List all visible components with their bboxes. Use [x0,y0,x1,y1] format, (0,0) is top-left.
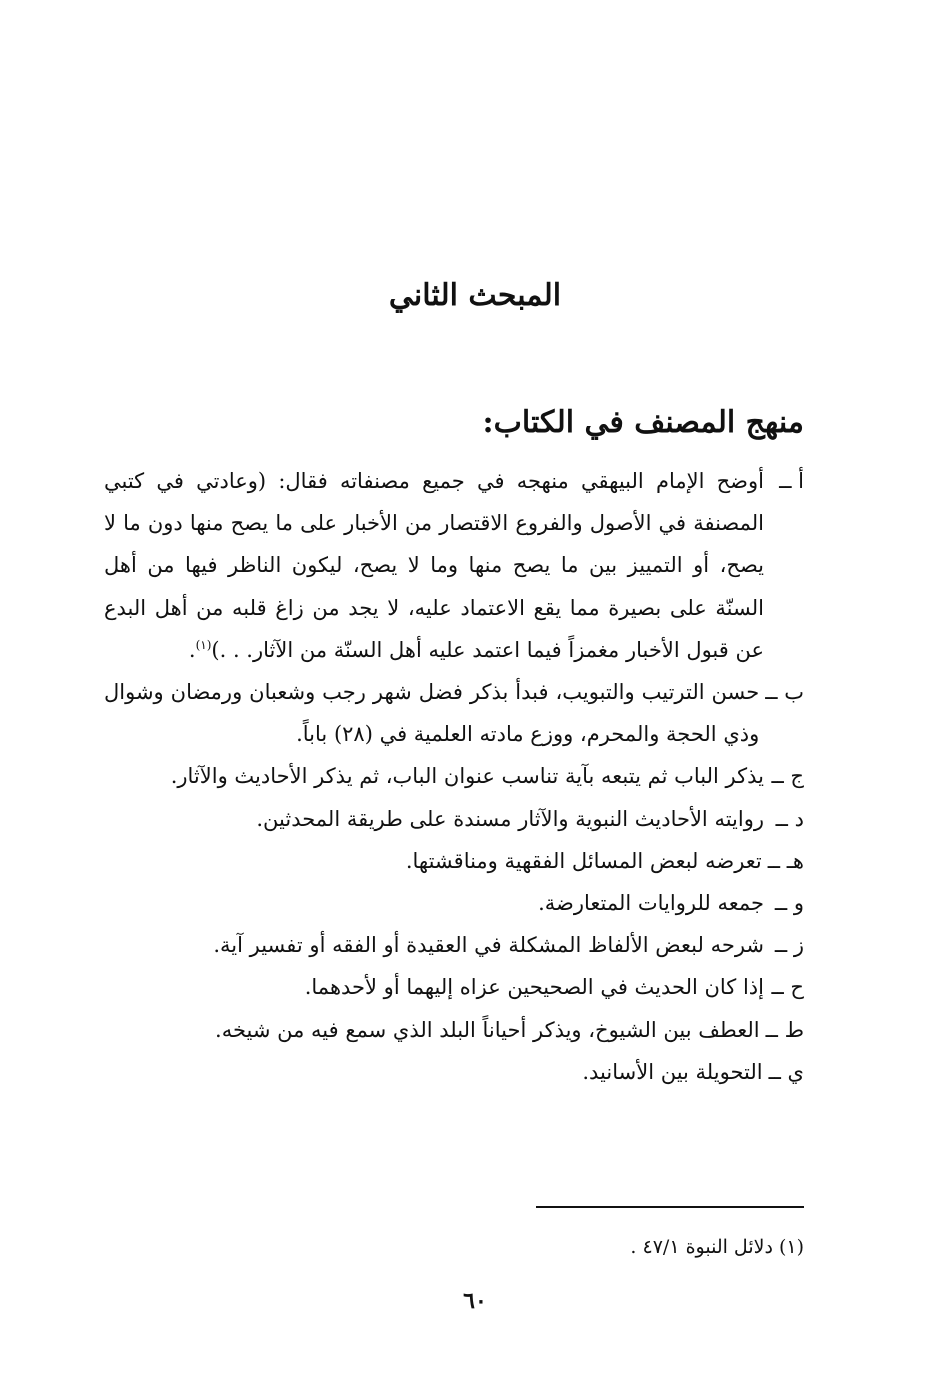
list-item [104,755,804,797]
methodology-list [104,460,804,1093]
item-text: جمعه للروايات المتعارضة. [538,891,764,916]
list-item [104,671,804,755]
item-marker: ز ــ [774,933,804,958]
item-text: يذكر الباب ثم يتبعه بآية تناسب عنوان الباب، ثم يذكر الأحاديث والآثار. [170,764,764,789]
item-text: حسن الترتيب والتبويب، فبدأ بذكر فضل شهر رجب وشعبان ورمضان وشوال وذي الحجة والمحرم، ووزع مادته العلمية في (٢٨) باباً. [104,680,760,747]
chapter-title: المبحث الثاني [388,278,562,313]
item-marker: و ــ [774,891,804,916]
page-number: ٦٠ [463,1288,487,1314]
quote-end: . [188,637,196,662]
footnote: (١) دلائل النبوة ٤٧/١ . [630,1236,804,1258]
item-marker: ط ــ [765,1017,804,1042]
quote-text: أوضح الإمام البيهقي منهجه في جميع مصنفاته فقال: (وعادتي في كتبي المصنفة في الأصول والفروع الاقتصار من الأخبار على ما يصح منها دون ما لا يصح، أو التمييز بين ما يصح منها وما لا يصح، ليكون الناظر فيها من أهل السنّة على بصيرة مما يقع الاعتماد عليه، لا يجد من زاغ قلبه من أهل البدع عن قبول الأخبار مغمزاً فيما اعتمد عليه أهل السنّة من الآثار. . .) [104,469,764,662]
item-text: روايته الأحاديث النبوية والآثار مسندة على طريقة المحدثين. [256,806,764,831]
item-text [104,460,764,671]
section-heading: منهج المصنف في الكتاب: [482,405,804,440]
item-marker: ب ــ [765,680,804,705]
list-item [104,1051,804,1093]
list-item [104,924,804,966]
list-item [104,840,804,882]
item-marker: ح ــ [771,975,804,1000]
item-text: شرحه لبعض الألفاظ المشكلة في العقيدة أو الفقه أو تفسير آية. [213,933,764,958]
item-marker: هـ ــ [767,848,804,873]
item-marker: ج ــ [771,764,804,789]
footnote-reference: (١) [195,637,212,652]
item-text: إذا كان الحديث في الصحيحين عزاه إليهما أو لأحدهما. [304,975,764,1000]
list-item [104,1009,804,1051]
list-item [104,460,804,671]
footnote-divider [536,1206,804,1208]
item-text: العطف بين الشيوخ، ويذكر أحياناً البلد الذي سمع فيه من شيخه. [215,1017,760,1042]
list-item [104,966,804,1008]
list-item [104,798,804,840]
item-text: التحويلة بين الأسانيد. [582,1059,763,1084]
item-marker: ي ــ [768,1059,804,1084]
item-marker: أ ــ [779,469,804,493]
item-text: تعرضه لبعض المسائل الفقهية ومناقشتها. [405,848,762,873]
list-item [104,882,804,924]
item-marker: د ــ [775,806,804,831]
